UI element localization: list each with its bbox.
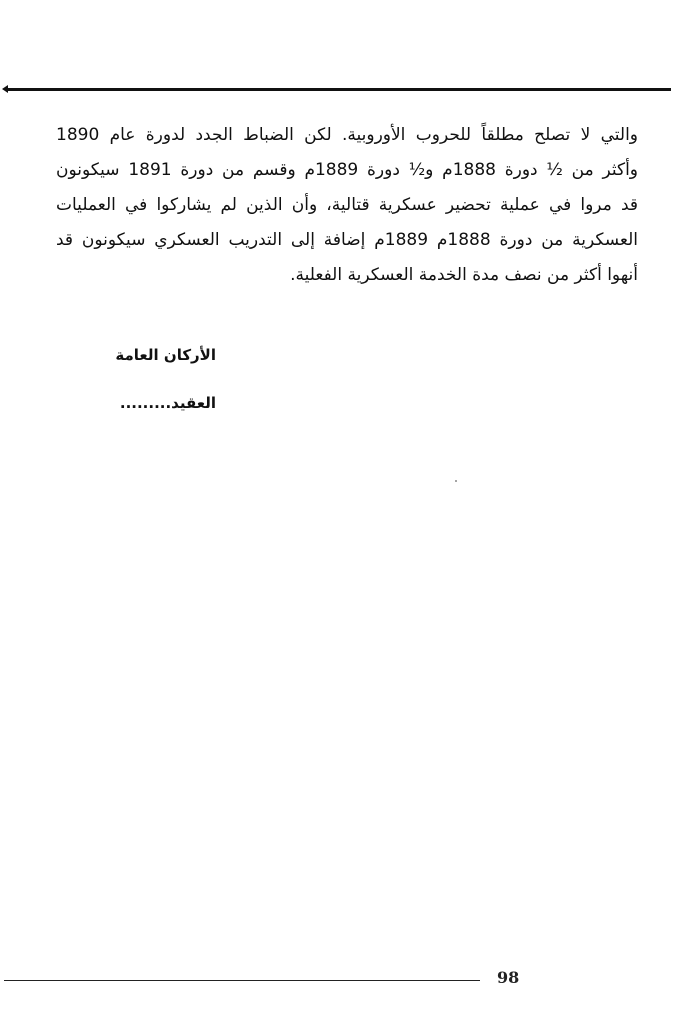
body-paragraph (56, 118, 638, 293)
scan-speck (455, 480, 457, 482)
body-line-2: وأكثر من ½ دورة 1888م و½ دورة 1889م وقسم من دورة 1891 سيكونون (56, 160, 639, 180)
signature-colonel: العقيد......... (119, 394, 216, 412)
top-rule (6, 88, 671, 91)
body-line-3: قد مروا في عملية تحضير عسكرية قتالية، وأن الذين لم يشاركوا في العمليات (56, 195, 638, 215)
body-line-4: العسكرية من دورة 1888م 1889م إضافة إلى التدريب العسكري سيكونون قد (56, 230, 639, 250)
body-line-1: والتي لا تصلح مطلقاً للحروب الأوروبية. لكن الضباط الجدد لدورة عام 1890 (56, 125, 638, 145)
page-number: 98 (497, 968, 520, 987)
body-line-5: أنهوا أكثر من نصف مدة الخدمة العسكرية الفعلية. (290, 265, 638, 285)
signature-general-staff: الأركان العامة (115, 346, 216, 364)
footer-rule (4, 980, 480, 981)
